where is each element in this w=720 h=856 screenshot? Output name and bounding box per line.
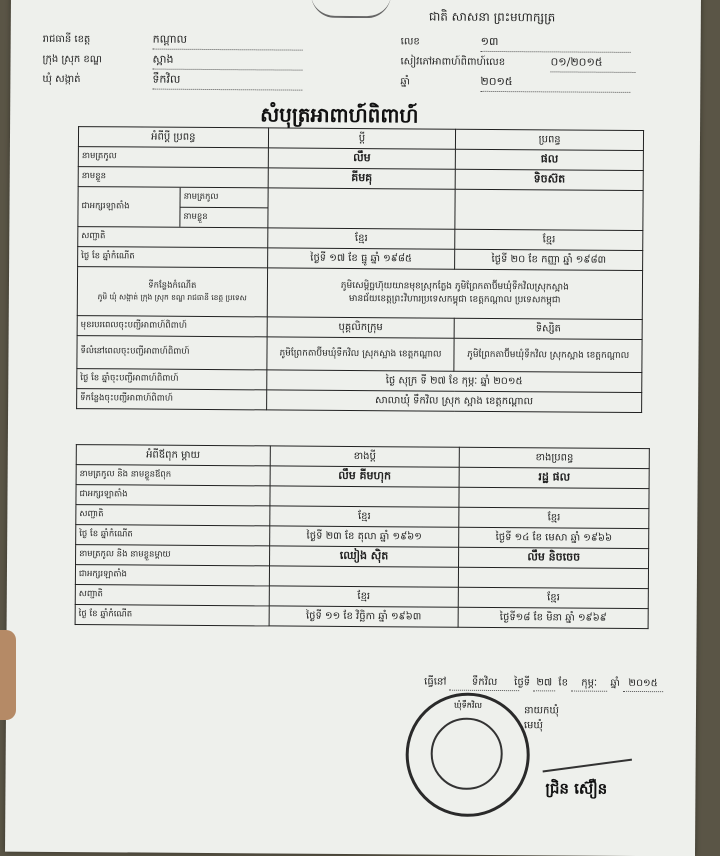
meta-year: ឆ្នាំ ២០១៥ xyxy=(400,74,630,93)
table-row: ថ្ងៃ ខែ ឆ្នាំចុះបញ្ជីអាពាហ៍ពិពាហ៍ ថ្ងៃ សុក្រ ទី ២៧ ខែ កុម្ភៈ ឆ្នាំ ២០១៥ xyxy=(77,369,642,393)
meta-book-number: សៀវភៅអាពាហ៍ពិពាហ៍លេខ ០១/២០១៥ xyxy=(400,54,635,73)
footer-made-at: ធ្វើនៅ ទឹកវិល xyxy=(424,675,520,692)
signer-name: ជ្រិន ស៊ឿន xyxy=(545,779,608,798)
table-row: មុខរបរពេលចុះបញ្ជីអាពាហ៍ពិពាហ៍ បុគ្គលិកក្រុម ទិស្សិត xyxy=(77,316,642,340)
table-row: ថ្ងៃ ខែ ឆ្នាំកំណើត ថ្ងៃទី ២៣ ខែ តុលា ឆ្នាំ ១៩៦១ ថ្ងៃទី ១៤ ខែ មេសា ឆ្នាំ ១៩៦៦ xyxy=(76,525,649,549)
meta-district: ក្រុង ស្រុក ខណ្ឌ ស្អាង xyxy=(42,52,302,71)
table-head-row: អំពីឪពុក ម្ដាយ ខាងប្ដី ខាងប្រពន្ធ xyxy=(76,445,649,469)
national-motto: ជាតិ សាសនា ព្រះមហាក្សត្រ xyxy=(428,9,556,25)
table-row: ទីកន្លែងចុះបញ្ជីអាពាហ៍ពិពាហ៍ សាលាឃុំ ទឹកវិល ស្រុក ស្អាង ខេត្តកណ្ដាល xyxy=(77,389,642,413)
table-row: នាមត្រកូល និង នាមខ្លួនឪពុក លឹម គីមហុក រដ្ឋ ផល xyxy=(76,465,649,489)
certificate-paper xyxy=(5,0,701,856)
table-row: នាមត្រកូល និង នាមខ្លួនម្ដាយ ឈៀង ស៊ិត លឹម និចចេច xyxy=(76,545,649,569)
meta-province: រាជធានី ខេត្ត កណ្ដាល xyxy=(43,32,303,51)
meta-commune: ឃុំ សង្កាត់ ទឹកវិល xyxy=(42,72,302,91)
table-row: ជាអក្សរឡាតាំង នាមត្រកូល នាមខ្លួន xyxy=(78,187,643,231)
royal-emblem-icon xyxy=(311,0,391,18)
table-row: ទីលំនៅពេលចុះបញ្ជីអាពាហ៍ពិពាហ៍ ភូមិព្រែកតាប៊ីមឃុំទឹកវិល ស្រុកស្អាង ខេត្តកណ្ដាល ភូមិព្រែកតាប៊ីមឃុំទឹកវិល ស្រុកស្អាង ខេត្តកណ្ដាល xyxy=(77,336,642,373)
table-row: សញ្ជាតិ ខ្មែរ ខ្មែរ xyxy=(78,227,643,251)
table-row: ថ្ងៃ ខែ ឆ្នាំកំណើត ថ្ងៃទី ១៧ ខែ ធ្នូ ឆ្នាំ ១៩៨៥ ថ្ងៃទី ២០ ខែ កញ្ញា ឆ្នាំ ១៩៨៣ xyxy=(78,247,643,271)
table-row: ថ្ងៃ ខែ ឆ្នាំកំណើត ថ្ងៃទី ១១ ខែ វិច្ឆិកា ឆ្នាំ ១៩៦៣ ថ្ងៃទី១៨ ខែ មិនា ឆ្នាំ ១៩៦៩ xyxy=(75,605,648,629)
page-title: សំបុត្រអាពាហ៍ពិពាហ៍ xyxy=(260,102,419,128)
table-row: ទីកន្លែងកំណើត ភូមិ ឃុំ សង្កាត់ ក្រុង ស្រុក ខណ្ឌ រាជធានី ខេត្ត ប្រទេស ភូមិសេម្ដិច្ឆហ៊ុយយានមុខស្រុកតែ្លង ភូមិព្រែកតាប៊ីមឃុំទឹកវិលស្រុកស្អាង មានជ័យខេត្តព្រះវិហារប្រទេសកម្ពុជា ខេត្តកណ្ដាល ប្រទេសកម្ពុជា xyxy=(77,267,642,320)
table-row: នាមខ្លួន គីមគុ ទិចស៊ត xyxy=(78,167,643,191)
spouse-table xyxy=(76,126,644,413)
official-stamp-icon: ឃុំទឹកវិល xyxy=(405,692,530,817)
meta-number: លេខ ១៣ xyxy=(401,34,631,53)
signature-icon xyxy=(539,735,632,773)
stamp-title: នាយកឃុំ មេឃុំ xyxy=(523,705,559,732)
table-row: សញ្ជាតិ ខ្មែរ ខ្មែរ xyxy=(76,505,649,529)
table-row: នាមត្រកូល លឹម ផល xyxy=(78,147,643,171)
table-row: ជាអក្សរឡាតាំង xyxy=(75,565,648,589)
table-row: សញ្ជាតិ ខ្មែរ ខ្មែរ xyxy=(75,585,648,609)
finger-edge xyxy=(0,630,16,720)
footer-date: ថ្ងៃទី ២៧ ខែ កុម្ភៈ ឆ្នាំ ២០១៥ xyxy=(514,675,663,692)
parents-table xyxy=(75,444,650,629)
table-row: ជាអក្សរឡាតាំង xyxy=(76,485,649,509)
table-head-row: អំពីប្ដី ប្រពន្ធ ប្ដី ប្រពន្ធ xyxy=(78,127,643,151)
